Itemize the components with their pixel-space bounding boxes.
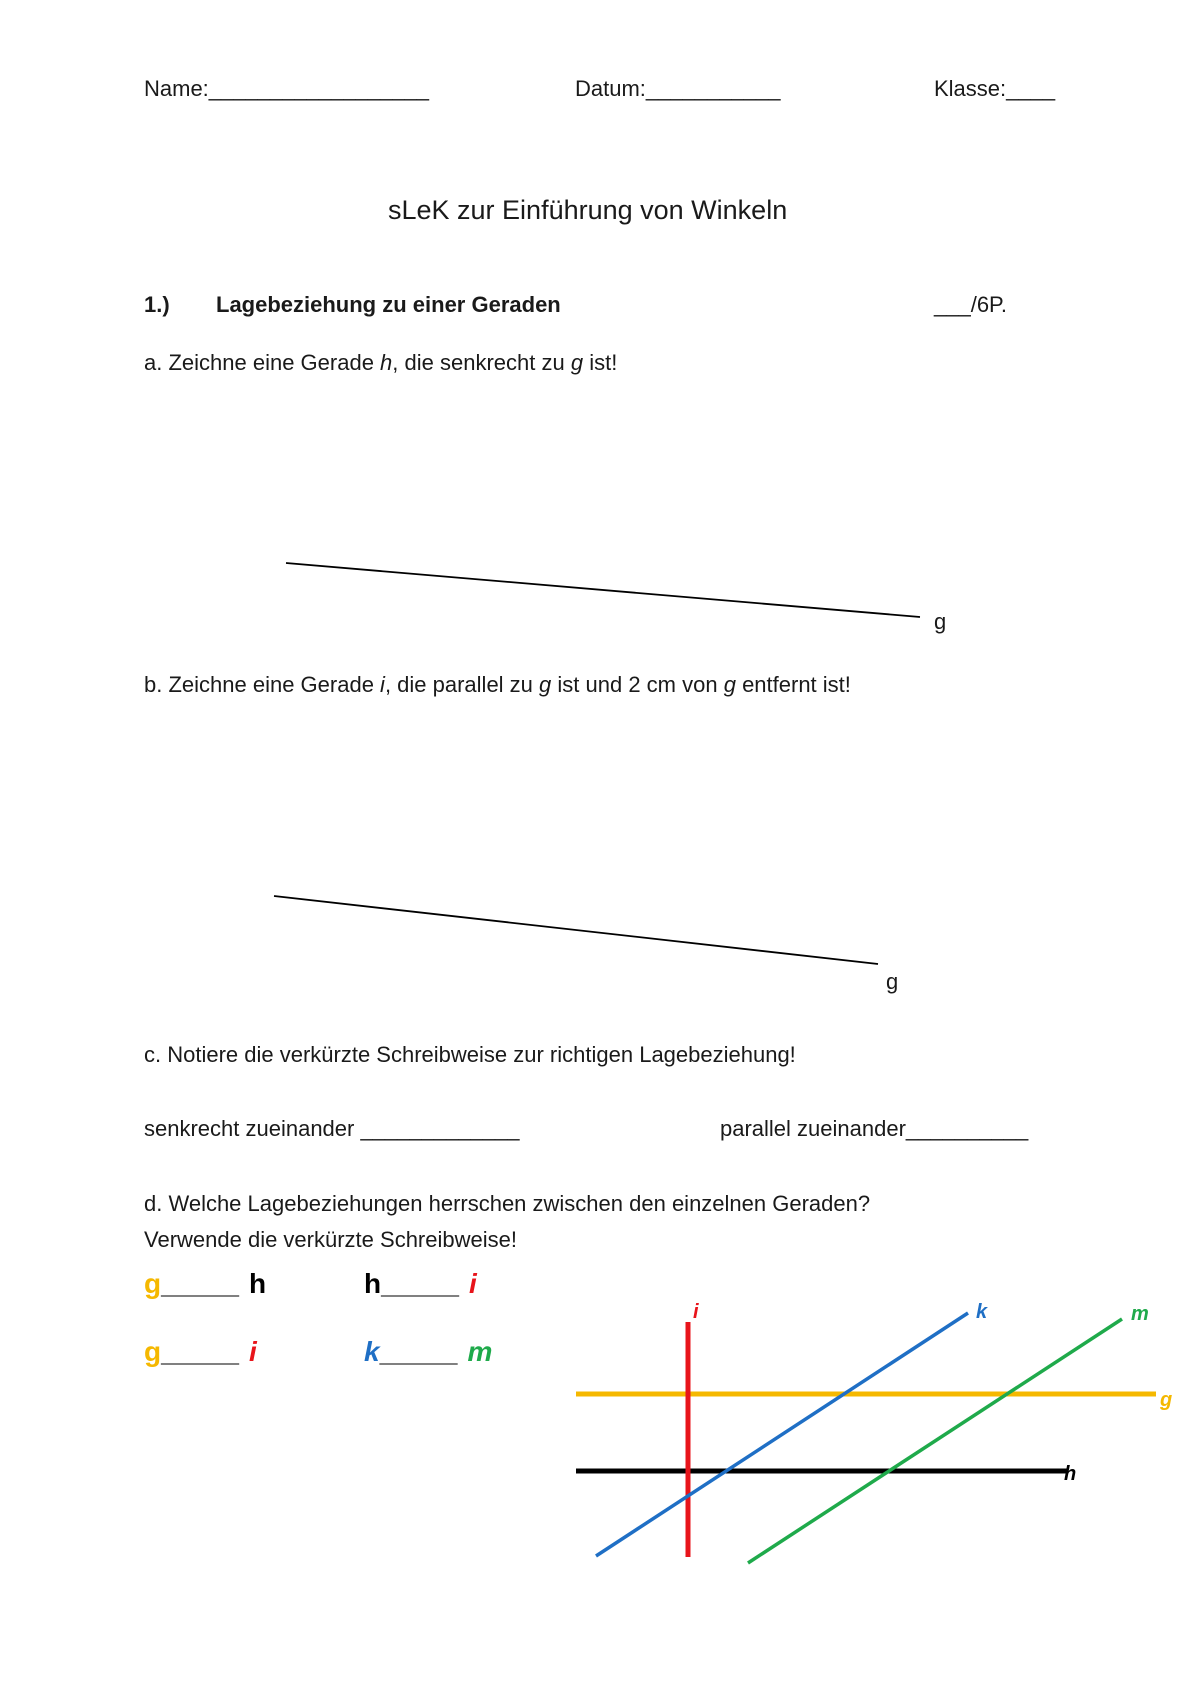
task-b-prefix: b. Zeichne eine Gerade <box>144 672 381 697</box>
diagram-label-m: m <box>1131 1303 1149 1325</box>
task-number: 1.) <box>144 292 170 317</box>
line-g-a <box>286 563 920 617</box>
pair-letter-i: i <box>248 1336 257 1367</box>
task-c-text: c. Notiere die verkürzte Schreibweise zur richtigen Lagebeziehung! <box>144 1042 796 1067</box>
pair-letter-m: m <box>467 1336 493 1367</box>
date-field[interactable]: Datum:___________ <box>575 76 781 101</box>
line-g-b-label: g <box>886 969 899 994</box>
var-i: i <box>380 672 385 697</box>
diagram-label-i: i <box>693 1301 699 1323</box>
task-b-suffix: entfernt ist! <box>735 672 851 697</box>
page-title: sLeK zur Einführung von Winkeln <box>388 195 788 225</box>
task-a-prefix: a. Zeichne eine Gerade <box>144 350 381 375</box>
task-a-middle: , die senkrecht zu <box>392 350 571 375</box>
diagram-line-k <box>596 1313 968 1556</box>
pair-letter-g: g <box>144 1336 162 1367</box>
pair-blank[interactable]: _____ <box>161 1336 239 1367</box>
pair-letter-h: h <box>364 1268 382 1299</box>
line-g-a-label: g <box>934 609 947 634</box>
name-field[interactable]: Name:__________________ <box>144 76 430 101</box>
task-b-middle2: ist und 2 cm von <box>551 672 724 697</box>
var-g: g <box>570 350 584 375</box>
senkrecht-answer[interactable]: senkrecht zueinander _____________ <box>144 1116 520 1141</box>
task-d-line2: Verwende die verkürzte Schreibweise! <box>144 1227 517 1252</box>
pair-letter-i: i <box>468 1268 477 1299</box>
pair-letter-k: k <box>364 1336 380 1367</box>
pair-blank[interactable]: _____ <box>381 1268 459 1299</box>
task-heading: Lagebeziehung zu einer Geraden <box>216 292 561 317</box>
diagram-line-m <box>748 1319 1122 1563</box>
diagram-label-k: k <box>976 1301 988 1323</box>
var-h: h <box>380 350 393 375</box>
var-g: g <box>539 672 552 697</box>
task-d-line1: d. Welche Lagebeziehungen herrschen zwischen den einzelnen Geraden? <box>144 1191 871 1216</box>
task-b-middle: , die parallel zu <box>384 672 540 697</box>
pair-blank[interactable]: _____ <box>379 1336 458 1367</box>
pair-letter-g: g <box>144 1268 162 1299</box>
line-g-b <box>274 896 878 964</box>
pair-letter-h: h <box>248 1268 267 1299</box>
diagram-label-h: h <box>1064 1463 1077 1485</box>
class-field[interactable]: Klasse:____ <box>934 76 1056 101</box>
task-points[interactable]: ___/6P. <box>934 292 1008 317</box>
parallel-answer[interactable]: parallel zueinander__________ <box>720 1116 1029 1141</box>
pair-blank[interactable]: _____ <box>161 1268 239 1299</box>
task-a-suffix: ist! <box>583 350 618 375</box>
var-g: g <box>723 672 736 697</box>
diagram-label-g: g <box>1160 1389 1173 1411</box>
